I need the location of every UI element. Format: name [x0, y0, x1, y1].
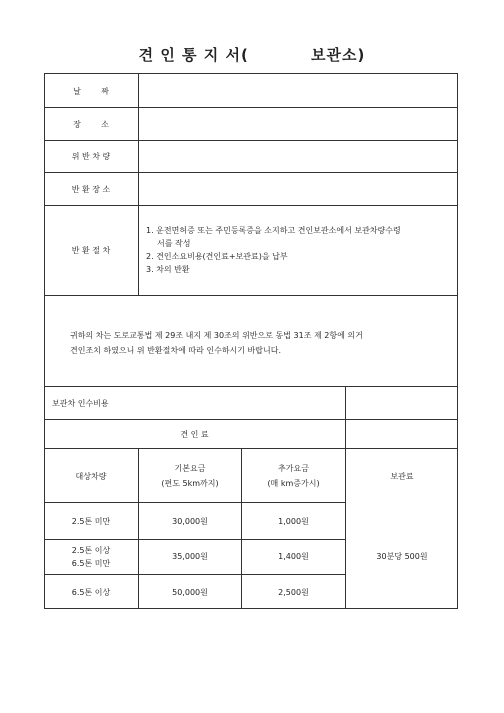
- procedure-label: 반 환 절 차: [71, 246, 111, 255]
- storage-fee-header: 보관료: [390, 472, 414, 481]
- vehicle-type-header: 대상차량: [75, 472, 107, 481]
- row-divider: [44, 448, 458, 449]
- base-fee-subheader: (편도 5km까지): [161, 479, 219, 488]
- notice-line: 견인조치 하였으니 위 반환절차에 따라 인수하시기 바랍니다.: [70, 346, 281, 355]
- vehicle-type-cell: 2.5톤 이상: [71, 546, 111, 555]
- extra-fee-subheader: (매 km증가시): [267, 479, 320, 488]
- procedure-step: 1. 운전면허증 또는 주민등록증을 소지하고 견인보관소에서 보관차량수령: [146, 226, 401, 235]
- row-divider: [44, 107, 458, 108]
- base-fee-header: 기본요금: [174, 464, 206, 473]
- procedure-step: 3. 차의 반환: [146, 265, 190, 274]
- base-fee-cell: 35,000원: [172, 552, 208, 561]
- procedure-step: 서를 작성: [157, 239, 191, 248]
- extra-fee-cell: 2,500원: [278, 588, 309, 597]
- base-fee-cell: 50,000원: [172, 588, 208, 597]
- row-divider: [44, 419, 458, 420]
- procedure-steps: [146, 224, 452, 276]
- extra-fee-header: 추가요금: [278, 464, 309, 473]
- column-divider: [345, 386, 346, 609]
- towing-fee-header: 견 인 료: [180, 430, 209, 439]
- procedure-step: 2. 견인소요비용(견인료+보관료)을 납부: [146, 252, 288, 261]
- vehicle-type-cell: 6.5톤 미만: [71, 559, 111, 568]
- vehicle-type-cell: 6.5톤 이상: [71, 588, 111, 597]
- document-title: 견 인 통 지 서( 보관소): [138, 46, 366, 64]
- row-divider: [44, 172, 458, 173]
- date-label: 날 짜: [73, 87, 109, 96]
- column-divider: [138, 73, 139, 295]
- row-divider: [44, 140, 458, 141]
- place-label: 장 소: [73, 120, 109, 129]
- notice-line: 귀하의 차는 도로교통법 제 29조 내지 제 30조의 위반으로 동법 31조 제 2항에 의거: [70, 331, 363, 340]
- row-divider: [44, 539, 346, 540]
- extra-fee-cell: 1,400원: [278, 552, 309, 561]
- row-divider: [44, 574, 346, 575]
- return-place-label: 반 환 장 소: [71, 185, 111, 194]
- storage-fee-cell: 30분당 500원: [376, 552, 428, 561]
- row-divider: [44, 502, 346, 503]
- base-fee-cell: 30,000원: [172, 517, 208, 526]
- row-divider: [44, 205, 458, 206]
- vehicle-type-cell: 2.5톤 미만: [71, 517, 111, 526]
- extra-fee-cell: 1,000원: [278, 517, 309, 526]
- notice-text: [70, 328, 450, 358]
- row-divider: [44, 386, 458, 387]
- fee-section-label: 보관차 인수비용: [52, 399, 109, 408]
- row-divider: [44, 295, 458, 296]
- vehicle-label: 위 반 차 량: [71, 152, 111, 161]
